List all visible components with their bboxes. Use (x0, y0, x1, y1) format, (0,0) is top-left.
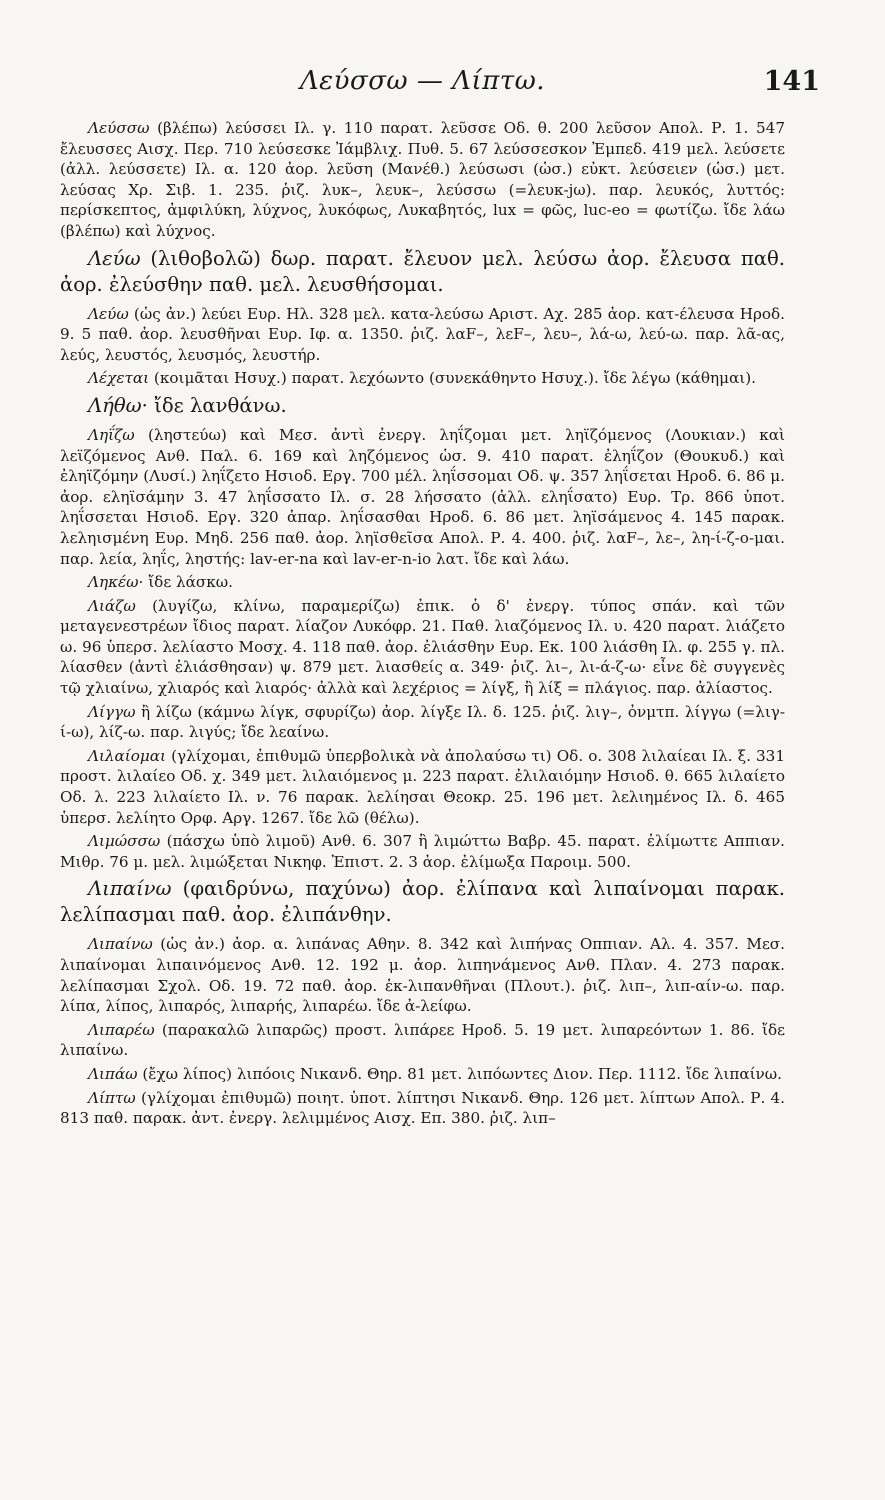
entry-text: (παρακαλῶ λιπαρῶς) προστ. λιπάρεε Ηροδ. 5. 19 μετ. λιπαρεόντων 1. 86. ἴδε λιπαίνω. (60, 1020, 785, 1060)
entry-letho (60, 393, 785, 419)
entry-text: (ὡς ἀν.) λεύει Ευρ. Ηλ. 328 μελ. κατα-λεύσω Αριστ. Αχ. 285 ἀορ. κατ-έλευσα Ηροδ. 9. 5 παθ. ἀορ. λευσθῆναι Ευρ. Ιφ. α. 1350. ῥιζ. λαF–, λεF–, λευ–, λά-ω, λεύ-ω. παρ. λᾶ-ας, λεύς, λευστός, λευσμός, λευστήρ. (60, 304, 786, 364)
entry-text: (γλίχομαι, ἐπιθυμῶ ὑπερβολικὰ νὰ ἀπολαύσω τι) Οδ. ο. 308 λιλαίεαι Ιλ. ξ. 331 προστ. λιλαίεο Οδ. χ. 349 μετ. λιλαιόμενος μ. 223 παρατ. ἐλιλαιόμην Ησιοδ. θ. 665 λιλαίετο Οδ. λ. 223 λιλαίετο Ιλ. ν. 76 παρακ. λελίησαι Θεοκρ. 25. 196 μετ. λελιημένος Ιλ. δ. 465 ὑπερσ. λελίητο Ορφ. Αργ. 1267. ἴδε λῶ (θέλω). (60, 746, 786, 827)
headword: Ληΐζω (88, 425, 135, 444)
entry-leizo (60, 425, 785, 569)
headword: Λίγγω (88, 702, 136, 721)
entry-text: (λυγίζω, κλίνω, παραμερίζω) ἐπικ. ὁ δ' ἐνεργ. τύπος σπάν. καὶ τῶν μεταγενεστρέων ἴδιος παρατ. λίαζον Λυκόφρ. 21. Παθ. λιαζόμενος Ιλ. υ. 420 παρατ. λιάζετο ω. 96 ὑπερσ. λελίαστο Μοσχ. 4. 118 παθ. ἀορ. ἐλιάσθην Ευρ. Εκ. 100 λιάσθη Ιλ. φ. 255 γ. πλ. λίασθεν (ἀντὶ ἐλιάσθησαν) ψ. 879 μετ. λιασθείς α. 349· ῥιζ. λι–, λι-ά-ζ-ω· εἶνε δὲ συγγενὲς τῷ χλιαίνω, χλιαρός καὶ λιαρός· ἀλλὰ καὶ λεχέριος = λίγξ, ἢ λίξ = πλάγιος. παρ. ἀλίαστος. (60, 596, 785, 698)
entry-text: (λιθοβολῶ) δωρ. παρατ. ἔλευον μελ. λεύσω ἀορ. ἔλευσα παθ. ἀορ. ἐλεύσθην παθ. μελ. λευσθήσομαι. (60, 246, 786, 296)
entry-lipao (60, 1064, 785, 1085)
entry-text: (ληστεύω) καὶ Μεσ. ἀντὶ ἐνεργ. ληΐζομαι μετ. ληϊζόμενος (Λουκιαν.) καὶ λεϊζόμενος Ανθ. Παλ. 6. 169 καὶ ληζόμενος ὡσ. 9. 410 παρατ. ἐληΐζον (Θουκυδ.) καὶ ἐληϊζόμην (Λυσί.) ληΐζετο Ησιοδ. Εργ. 700 μέλ. ληΐσσομαι Οδ. ψ. 357 ληΐσεται Ηροδ. 6. 86 μ. ἀορ. εληϊσάμην 3. 47 ληΐσσατο Ιλ. σ. 28 λήσσατο (ἀλλ. εληΐσατο) Ευρ. Τρ. 866 ὑποτ. ληΐσσεται Ησιοδ. Εργ. 320 ἀπαρ. ληΐσασθαι Ηροδ. 6. 86 μετ. ληϊσάμενος 4. 145 παρακ. λεληισμένη Ευρ. Μηδ. 256 παθ. ἀορ. ληϊσθεῖσα Απολ. Ρ. 4. 400. ῥιζ. λαF–, λε–, λη-ί-ζ-ο-μαι. παρ. λεία, ληΐς, ληστής: lav-er-na καὶ lav-er-n-io λατ. ἴδε καὶ λάω. (60, 425, 786, 568)
entry-lipaino-main (60, 876, 785, 928)
entry-lipareo (60, 1020, 785, 1061)
entry-lilaiomai (60, 746, 785, 828)
entry-text: (βλέπω) λεύσσει Ιλ. γ. 110 παρατ. λεῦσσε Οδ. θ. 200 λεῦσον Απολ. Ρ. 1. 547 ἔλευσσες Αισχ. Περ. 710 λεύσεσκε Ἰάμβλιχ. Πυθ. 5. 67 λεύσσεσκον Ἐμπεδ. 419 μελ. λεύσετε (ἀλλ. λεύσσετε) Ιλ. α. 120 ἀορ. λεῦση (Μανέθ.) λεύσωσι (ὡσ.) εὐκτ. λεύσειεν (ὡσ.) μετ. λεύσας Χρ. Σιβ. 1. 235. ῥιζ. λυκ–, λευκ–, λεύσσω (=λευκ-jω). παρ. λευκός, λυττός: περίσκεπτος, ἀμφιλύκη, λύχνος, λυκόφως, Λυκαβητός, lux = φῶς, luc-eo = φωτίζω. ἴδε λάω (βλέπω) καὶ λύχνος. (60, 119, 785, 240)
headword: Ληκέω· (88, 573, 144, 592)
entry-text: (φαιδρύνω, παχύνω) ἀορ. ἐλίπανα καὶ λιπαίνομαι παρακ. λελίπασμαι παθ. ἀορ. ἐλιπάνθην. (60, 877, 785, 927)
entry-text: (γλίχομαι ἐπιθυμῶ) ποιητ. ὑποτ. λίπτησι Νικανδ. Θηρ. 126 μετ. λίπτων Απολ. Ρ. 4. 813 παθ. παρακ. ἀντ. ἐνεργ. λελιμμένος Αισχ. Επ. 380. ῥιζ. λιπ– (60, 1088, 786, 1128)
entry-text: (ὡς ἀν.) ἀορ. α. λιπάνας Αθην. 8. 342 καὶ λιπήνας Οππιαν. Αλ. 4. 357. Μεσ. λιπαίνομαι λιπαινόμενος Ανθ. 12. 192 μ. ἀορ. λιπηνάμενος Ανθ. Πλαν. 4. 273 παρακ. λελίπασμαι Σχολ. Οδ. 19. 72 παθ. ἀορ. ἐκ-λιπανθῆναι (Πλουτ.). ῥιζ. λιπ–, λιπ-αίν-ω. παρ. λίπα, λίπος, λιπαρός, λιπαρής, λιπαρέω. ἴδε ἀ-λείφω. (60, 935, 786, 1016)
entry-leusso (60, 118, 785, 242)
headword: Λιπαίνω (88, 935, 153, 954)
headword: Λιπαίνω (88, 877, 172, 901)
entry-lipaino (60, 934, 785, 1016)
page-number: 141 (763, 66, 820, 97)
headword: Λιμώσσω (88, 832, 161, 851)
headword: Λιπαρέω (88, 1020, 155, 1039)
entry-text: (κοιμᾶται Ησυχ.) παρατ. λεχόωντο (συνεκάθηντο Ησυχ.). ἴδε λέγω (κάθημαι). (153, 369, 756, 388)
headword: Λίπτω (88, 1088, 136, 1107)
entry-liazo (60, 596, 785, 699)
headword: Λιάζω (88, 596, 136, 615)
entry-text: (πάσχω ὑπὸ λιμοῦ) Ανθ. 6. 307 ἢ λιμώττω Βαβρ. 45. παρατ. ἐλίμωττε Αππιαν. Μιθρ. 76 μ. μελ. λιμώξεται Νικηφ. Ἐπιστ. 2. 3 ἀορ. ἐλίμωξα Παροιμ. 500. (60, 832, 786, 871)
dictionary-body (60, 118, 785, 1132)
headword: Λεύω (88, 304, 129, 323)
entry-text: (ἔχω λίπος) λιπόοις Νικανδ. Θηρ. 81 μετ. λιπόωντες Διον. Περ. 1112. ἴδε λιπαίνω. (142, 1064, 782, 1083)
headword: Λεύσσω (88, 119, 150, 137)
page-header (60, 66, 820, 106)
headword: Λεύω (88, 246, 141, 270)
entry-lipto (60, 1088, 785, 1129)
headword: Λιπάω (88, 1064, 138, 1083)
entry-lekeo (60, 572, 785, 593)
entry-lingo (60, 702, 785, 743)
entry-leuo (60, 304, 785, 366)
headword: Λέχεται (88, 369, 150, 388)
entry-limosso (60, 831, 785, 872)
entry-leuo-main (60, 246, 785, 298)
entry-text: ἢ λίζω (κάμνω λίγκ, σφυρίζω) ἀορ. λίγξε Ιλ. δ. 125. ῥιζ. λιγ–, ὀνμτπ. λίγγω (=λιγ-ί-ω), λίζ-ω. παρ. λιγύς; ἴδε λεαίνω. (60, 702, 785, 742)
running-title: Λεύσσω — Λίπτω. (299, 66, 546, 96)
headword: Λιλαίομαι (88, 746, 166, 765)
entry-text: ἴδε λάσκω. (148, 573, 233, 592)
entry-lechetai (60, 368, 785, 389)
headword: Λήθω· (88, 393, 148, 417)
entry-text: ἴδε λανθάνω. (154, 393, 287, 417)
